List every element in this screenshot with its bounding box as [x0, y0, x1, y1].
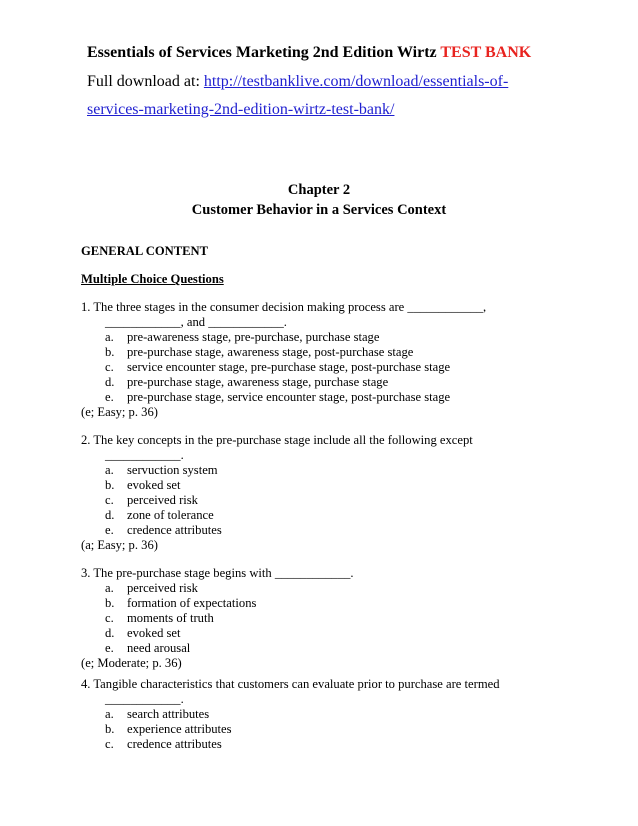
- option-text: servuction system: [127, 463, 218, 477]
- option-letter: c.: [105, 737, 114, 751]
- section-heading-general: GENERAL CONTENT: [81, 244, 209, 258]
- option-letter: b.: [105, 596, 115, 610]
- option-c: [81, 360, 531, 375]
- title-accent: TEST BANK: [440, 44, 532, 61]
- option-d: [81, 375, 531, 390]
- title-main: Essentials of Services Marketing 2nd Edition Wirtz: [87, 44, 437, 61]
- option-text: need arousal: [127, 641, 191, 655]
- answer-key: (e; Moderate; p. 36): [81, 656, 182, 670]
- option-letter: b.: [105, 722, 115, 736]
- option-d: [81, 508, 531, 523]
- question-stem: 3. The pre-purchase stage begins with ____________.: [81, 566, 354, 580]
- option-text: perceived risk: [127, 493, 198, 507]
- option-a: [81, 330, 531, 345]
- option-text: formation of expectations: [127, 596, 257, 610]
- chapter-number: Chapter 2: [287, 182, 351, 198]
- option-text: experience attributes: [127, 722, 232, 736]
- option-text: perceived risk: [127, 581, 198, 595]
- option-letter: d.: [105, 508, 115, 522]
- option-letter: d.: [105, 375, 115, 389]
- option-a: [81, 707, 531, 722]
- option-letter: d.: [105, 626, 115, 640]
- option-text: evoked set: [127, 478, 181, 492]
- option-letter: c.: [105, 493, 114, 507]
- option-letter: e.: [105, 641, 114, 655]
- option-c: [81, 493, 531, 508]
- download-label: Full download at:: [87, 73, 200, 90]
- document-title: [87, 44, 531, 62]
- option-d: [81, 626, 531, 641]
- option-e: [81, 641, 531, 656]
- option-text: pre-awareness stage, pre-purchase, purchase stage: [127, 330, 380, 344]
- question-stem-continued: ____________.: [105, 448, 184, 462]
- option-text: evoked set: [127, 626, 181, 640]
- option-e: [81, 390, 531, 405]
- question-stem-continued: ____________.: [105, 692, 184, 706]
- option-text: credence attributes: [127, 737, 222, 751]
- option-letter: e.: [105, 390, 114, 404]
- section-heading-mcq: Multiple Choice Questions: [81, 272, 224, 286]
- option-e: [81, 523, 531, 538]
- option-b: [81, 345, 531, 360]
- option-c: [81, 737, 531, 752]
- option-text: pre-purchase stage, awareness stage, purchase stage: [127, 375, 389, 389]
- question-3: [81, 566, 531, 671]
- option-a: [81, 581, 531, 596]
- question-stem: 2. The key concepts in the pre-purchase stage include all the following except: [81, 433, 473, 447]
- download-line: [87, 73, 508, 91]
- option-letter: e.: [105, 523, 114, 537]
- option-text: search attributes: [127, 707, 210, 721]
- option-letter: b.: [105, 478, 115, 492]
- option-b: [81, 478, 531, 493]
- option-text: pre-purchase stage, awareness stage, post-purchase stage: [127, 345, 414, 359]
- option-b: [81, 596, 531, 611]
- question-4: [81, 677, 531, 752]
- option-text: service encounter stage, pre-purchase stage, post-purchase stage: [127, 360, 451, 374]
- option-letter: a.: [105, 707, 114, 721]
- answer-key: (e; Easy; p. 36): [81, 405, 158, 419]
- option-letter: a.: [105, 581, 114, 595]
- option-letter: b.: [105, 345, 115, 359]
- question-stem: 1. The three stages in the consumer decision making process are ____________,: [81, 300, 487, 314]
- chapter-title: Customer Behavior in a Services Context: [191, 202, 447, 218]
- download-link-continued[interactable]: services-marketing-2nd-edition-wirtz-test-bank/: [87, 101, 395, 118]
- option-letter: c.: [105, 360, 114, 374]
- option-letter: c.: [105, 611, 114, 625]
- question-stem-continued: ____________, and ____________.: [105, 315, 287, 329]
- option-text: credence attributes: [127, 523, 222, 537]
- question-1: [81, 300, 531, 420]
- answer-key: (a; Easy; p. 36): [81, 538, 158, 552]
- download-link[interactable]: http://testbanklive.com/download/essentials-of-: [203, 73, 509, 90]
- question-stem: 4. Tangible characteristics that customers can evaluate prior to purchase are termed: [81, 677, 500, 691]
- option-text: zone of tolerance: [127, 508, 214, 522]
- option-text: moments of truth: [127, 611, 214, 625]
- option-a: [81, 463, 531, 478]
- question-2: [81, 433, 531, 553]
- option-letter: a.: [105, 463, 114, 477]
- option-c: [81, 611, 531, 626]
- download-line-continued: [87, 101, 394, 119]
- option-b: [81, 722, 531, 737]
- option-text: pre-purchase stage, service encounter stage, post-purchase stage: [127, 390, 451, 404]
- option-letter: a.: [105, 330, 114, 344]
